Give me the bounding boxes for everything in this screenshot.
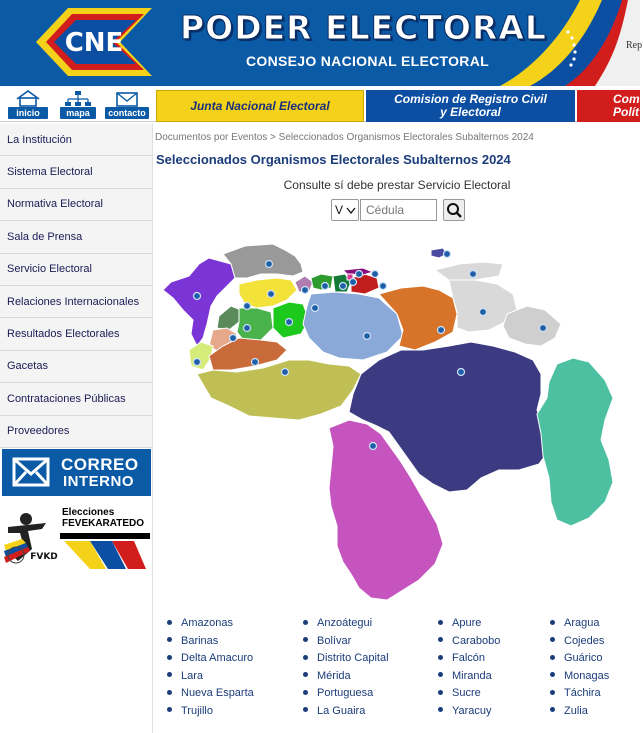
state-link-label: La Guaira <box>317 704 366 717</box>
state-link-label: Apure <box>452 617 482 629</box>
map-state-falcon <box>223 244 303 278</box>
comision-politica-label-line2: Polít <box>613 105 639 119</box>
state-link-guarico[interactable] <box>550 651 603 665</box>
state-link-label: Lara <box>181 669 204 682</box>
sidebar-item-sala-de-prensa[interactable]: Sala de Prensa <box>0 221 152 253</box>
state-link-label: Yaracuy <box>452 704 492 717</box>
bullet-icon <box>438 620 443 625</box>
bullet-icon <box>167 655 172 660</box>
bullet-icon <box>438 655 443 660</box>
state-link-label: Barinas <box>181 634 219 647</box>
state-link-la-guaira[interactable] <box>303 704 365 718</box>
state-link-cojedes[interactable] <box>550 634 604 648</box>
state-link-label: Nueva Esparta <box>181 687 254 699</box>
bullet-icon <box>167 690 172 695</box>
main-content <box>152 124 640 733</box>
state-link-label: Trujillo <box>181 704 213 717</box>
sitemap-icon <box>60 90 96 107</box>
bullet-icon <box>438 637 443 642</box>
flag-caption: Rep <box>626 40 643 51</box>
site-title: PODER ELECTORAL <box>180 8 547 47</box>
bullet-icon <box>303 637 308 642</box>
sidebar-item-proveedores[interactable]: Proveedores <box>0 416 152 448</box>
bullet-icon <box>167 620 172 625</box>
state-link-label: Zulia <box>564 704 588 717</box>
state-link-anzoategui[interactable] <box>303 616 372 630</box>
junta-nacional-electoral-button[interactable] <box>156 90 364 122</box>
correo-label-line1: CORREO <box>61 455 139 474</box>
home-link-label: inicio <box>8 107 48 119</box>
state-link-falcon[interactable] <box>438 651 485 665</box>
bullet-icon <box>303 672 308 677</box>
sidebar-item-servicio-electoral[interactable]: Servicio Electoral <box>0 254 152 286</box>
bullet-icon <box>550 690 555 695</box>
contact-link[interactable] <box>105 90 149 120</box>
state-link-yaracuy[interactable] <box>438 704 492 718</box>
state-link-label: Delta Amacuro <box>181 652 254 664</box>
cne-logo[interactable] <box>28 4 158 80</box>
bullet-icon <box>167 707 172 712</box>
state-link-apure[interactable] <box>438 616 481 630</box>
correo-label-line2: INTERNO <box>63 473 134 490</box>
registro-civil-label-line1: Comision de Registro Civil <box>394 92 547 106</box>
state-link-label: Guárico <box>564 652 603 664</box>
state-link-delta-amacuro[interactable] <box>167 651 253 665</box>
bullet-icon <box>167 672 172 677</box>
state-link-label: Táchira <box>564 687 601 699</box>
map-state-portuguesa <box>237 308 273 342</box>
state-link-label: Aragua <box>564 617 600 629</box>
fevekaratedo-banner[interactable] <box>2 505 151 571</box>
state-link-label: Bolívar <box>317 634 352 647</box>
sidebar-item-la-institucion[interactable]: La Institución <box>0 124 152 156</box>
breadcrumb[interactable]: Documentos por Eventos > Seleccionados Organismos Electorales Subalternos 2024 <box>155 132 534 143</box>
bullet-icon <box>438 707 443 712</box>
contact-link-label: contacto <box>105 107 149 119</box>
sidebar-item-resultados-electorales[interactable]: Resultados Electorales <box>0 318 152 350</box>
state-link-label: Distrito Capital <box>317 652 389 664</box>
state-link-amazonas[interactable] <box>167 616 233 630</box>
sidebar <box>0 124 152 448</box>
state-link-label: Carabobo <box>452 634 501 647</box>
svg-text:CNE: CNE <box>64 28 124 58</box>
bullet-icon <box>167 637 172 642</box>
state-link-miranda[interactable] <box>438 669 492 683</box>
state-link-label: Miranda <box>452 669 492 682</box>
registro-civil-label-line2: y Electoral <box>440 105 501 119</box>
search-icon <box>444 200 464 220</box>
state-link-lara[interactable] <box>167 669 203 683</box>
state-link-label: Sucre <box>452 687 481 699</box>
bullet-icon <box>303 620 308 625</box>
sidebar-item-contrataciones-publicas[interactable]: Contrataciones Públicas <box>0 383 152 415</box>
state-link-label: Mérida <box>317 669 351 682</box>
map-state-sucre <box>435 262 503 280</box>
state-link-label: Anzoátegui <box>317 617 373 629</box>
sidebar-item-gacetas[interactable]: Gacetas <box>0 351 152 383</box>
map-state-trujillo <box>217 306 241 330</box>
sidebar-item-normativa-electoral[interactable]: Normativa Electoral <box>0 189 152 221</box>
state-link-label: Cojedes <box>564 634 605 647</box>
state-link-bolivar[interactable] <box>303 634 351 648</box>
home-icon <box>8 90 48 107</box>
home-link[interactable] <box>8 90 48 120</box>
bullet-icon <box>303 707 308 712</box>
bullet-icon <box>438 690 443 695</box>
feve-label-line2: FEVEKARATEDO <box>62 518 145 529</box>
state-link-label: Amazonas <box>181 617 233 629</box>
map-state-delta-amacuro <box>503 306 561 346</box>
mail-icon <box>105 90 149 107</box>
site-header <box>0 0 643 86</box>
state-link-barinas[interactable] <box>167 634 218 648</box>
envelope-icon <box>12 457 52 489</box>
chevron-down-icon <box>347 208 355 214</box>
venezuela-states-map[interactable] <box>153 234 641 614</box>
state-link-trujillo[interactable] <box>167 704 213 718</box>
state-link-monagas[interactable] <box>550 669 609 683</box>
bullet-icon <box>550 707 555 712</box>
state-link-label: Portuguesa <box>317 687 374 699</box>
bullet-icon <box>303 655 308 660</box>
bullet-icon <box>550 620 555 625</box>
junta-nacional-electoral-label: Junta Nacional Electoral <box>190 98 330 113</box>
correo-interno-button[interactable] <box>2 449 151 496</box>
sitemap-link-label: mapa <box>60 107 96 119</box>
karate-figure-icon <box>2 505 60 571</box>
state-link-carabobo[interactable] <box>438 634 500 648</box>
venezuela-flag <box>490 0 643 86</box>
cedula-input[interactable]: Cédula <box>360 199 437 221</box>
sidebar-item-sistema-electoral[interactable]: Sistema Electoral <box>0 156 152 188</box>
state-link-distrito-capital[interactable] <box>303 651 389 665</box>
bullet-icon <box>550 637 555 642</box>
registro-civil-button[interactable] <box>366 90 575 122</box>
state-link-zulia[interactable] <box>550 704 588 718</box>
consulte-label: Consulte sí debe prestar Servicio Electoral <box>283 178 511 192</box>
feve-label-line1: Elecciones <box>62 507 115 518</box>
bullet-icon <box>550 672 555 677</box>
state-link-nueva-esparta[interactable] <box>167 686 254 700</box>
sidebar-item-relaciones-internacionales[interactable]: Relaciones Internacionales <box>0 286 152 318</box>
nacionalidad-select[interactable] <box>331 199 359 221</box>
page-title: Seleccionados Organismos Electorales Subalternos 2024 <box>156 152 511 167</box>
sitemap-link[interactable] <box>60 90 96 120</box>
comision-politica-button[interactable] <box>577 90 643 122</box>
state-link-label: Monagas <box>564 669 610 682</box>
search-button[interactable] <box>443 199 465 221</box>
state-link-aragua[interactable] <box>550 616 599 630</box>
svg-text:FVKD: FVKD <box>30 552 58 562</box>
nacionalidad-value: V <box>335 203 344 217</box>
bullet-icon <box>438 672 443 677</box>
bullet-icon <box>550 655 555 660</box>
state-link-label: Falcón <box>452 652 486 664</box>
bullet-icon <box>303 690 308 695</box>
site-subtitle: CONSEJO NACIONAL ELECTORAL <box>246 53 489 69</box>
map-state-guayana-esequiba <box>537 358 613 526</box>
feve-stripes <box>60 529 150 571</box>
state-link-tachira[interactable] <box>550 686 601 700</box>
comision-politica-label-line1: Comi <box>613 92 643 106</box>
state-link-sucre[interactable] <box>438 686 481 700</box>
state-link-merida[interactable] <box>303 669 351 683</box>
state-link-portuguesa[interactable] <box>303 686 373 700</box>
